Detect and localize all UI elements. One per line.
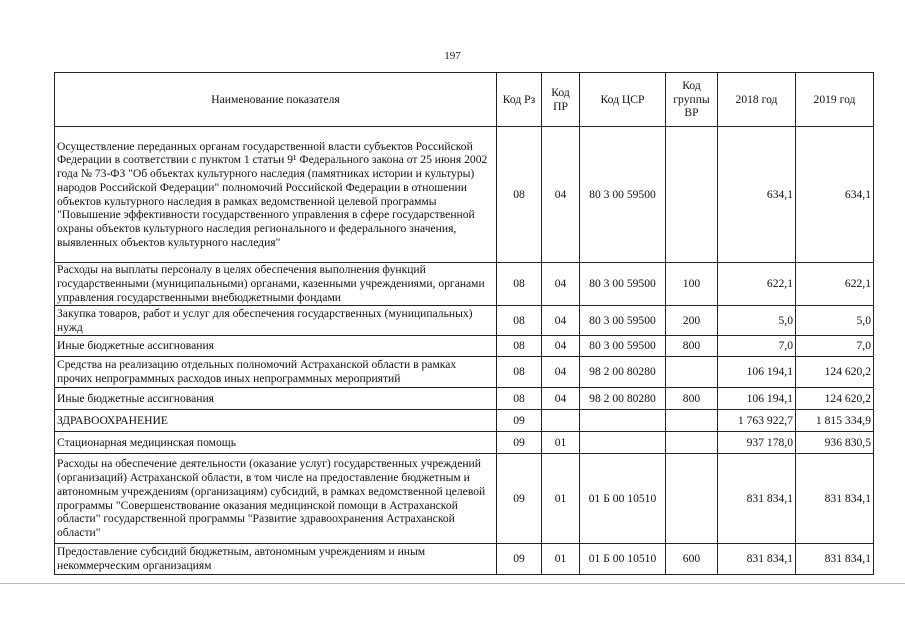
row-2018: 7,0	[718, 336, 796, 357]
header-csr: Код ЦСР	[580, 73, 666, 127]
row-2019: 634,1	[796, 127, 874, 263]
row-name: Закупка товаров, работ и услуг для обеспечения государственных (муниципальных) нужд	[55, 306, 497, 336]
row-2019: 124 620,2	[796, 357, 874, 388]
row-name: ЗДРАВООХРАНЕНИЕ	[55, 410, 497, 432]
table-row	[55, 410, 874, 432]
row-name: Предоставление субсидий бюджетным, автономным учреждениям и иным некоммерческим организациям	[55, 544, 497, 575]
header-pr: Код ПР	[542, 73, 580, 127]
row-csr: 01 Б 00 10510	[580, 454, 666, 544]
row-2018: 634,1	[718, 127, 796, 263]
table-row	[55, 454, 874, 544]
row-name: Средства на реализацию отдельных полномочий Астраханской области в рамках прочих непрограммных расходов иных непрограммных мероприятий	[55, 357, 497, 388]
table-row	[55, 263, 874, 306]
row-pr: 04	[542, 336, 580, 357]
row-rz: 09	[497, 454, 542, 544]
row-name: Иные бюджетные ассигнования	[55, 388, 497, 410]
header-rz: Код Рз	[497, 73, 542, 127]
row-rz: 08	[497, 263, 542, 306]
row-pr: 01	[542, 432, 580, 454]
row-csr: 80 3 00 59500	[580, 127, 666, 263]
table-row	[55, 544, 874, 575]
row-vr: 800	[666, 336, 718, 357]
header-2018: 2018 год	[718, 73, 796, 127]
row-pr: 04	[542, 306, 580, 336]
row-vr: 800	[666, 388, 718, 410]
header-vr: Код группы ВР	[666, 73, 718, 127]
row-vr	[666, 432, 718, 454]
row-2018: 622,1	[718, 263, 796, 306]
row-csr: 98 2 00 80280	[580, 357, 666, 388]
row-2019: 5,0	[796, 306, 874, 336]
table-row	[55, 306, 874, 336]
row-pr: 04	[542, 388, 580, 410]
header-name: Наименование показателя	[55, 73, 497, 127]
row-name: Иные бюджетные ассигнования	[55, 336, 497, 357]
row-rz: 08	[497, 336, 542, 357]
row-name: Расходы на выплаты персоналу в целях обеспечения выполнения функций государственными (муниципальными) органами, казенными учреждениями, органами управления государственными внебюджетными фондами	[55, 263, 497, 306]
row-2019: 831 834,1	[796, 454, 874, 544]
budget-table	[54, 72, 874, 575]
table-row	[55, 388, 874, 410]
row-2019: 622,1	[796, 263, 874, 306]
row-csr: 80 3 00 59500	[580, 306, 666, 336]
row-rz: 08	[497, 306, 542, 336]
row-vr	[666, 410, 718, 432]
row-2018: 106 194,1	[718, 357, 796, 388]
row-csr: 80 3 00 59500	[580, 336, 666, 357]
table-row	[55, 432, 874, 454]
row-vr	[666, 357, 718, 388]
row-name: Стационарная медицинская помощь	[55, 432, 497, 454]
page-number: 197	[444, 50, 461, 62]
table-header-row	[55, 73, 874, 127]
row-2018: 1 763 922,7	[718, 410, 796, 432]
row-name: Расходы на обеспечение деятельности (оказание услуг) государственных учреждений (организаций) Астраханской области, в том числе на предоставление бюджетным и автономным учреждениям (организациям) субсидий, в рамках ведомственной целевой программы "Совершенствование оказания медицинской помощи в Астраханской области" государственной программы "Развитие здравоохранения Астраханской области"	[55, 454, 497, 544]
table-row	[55, 127, 874, 263]
row-rz: 08	[497, 127, 542, 263]
row-rz: 08	[497, 388, 542, 410]
header-2019: 2019 год	[796, 73, 874, 127]
row-2018: 937 178,0	[718, 432, 796, 454]
row-2019: 7,0	[796, 336, 874, 357]
row-2019: 936 830,5	[796, 432, 874, 454]
table-row	[55, 336, 874, 357]
page-bottom-rule	[0, 583, 905, 584]
row-csr	[580, 410, 666, 432]
row-vr	[666, 127, 718, 263]
table-row	[55, 357, 874, 388]
row-csr: 98 2 00 80280	[580, 388, 666, 410]
row-rz: 09	[497, 432, 542, 454]
row-vr: 100	[666, 263, 718, 306]
row-rz: 09	[497, 410, 542, 432]
row-csr: 01 Б 00 10510	[580, 544, 666, 575]
row-2018: 106 194,1	[718, 388, 796, 410]
row-2018: 5,0	[718, 306, 796, 336]
row-2019: 124 620,2	[796, 388, 874, 410]
row-rz: 09	[497, 544, 542, 575]
row-pr: 04	[542, 127, 580, 263]
row-vr: 600	[666, 544, 718, 575]
row-name: Осуществление переданных органам государственной власти субъектов Российской Федерации в соответствии с пунктом 1 статьи 9¹ Федерального закона от 25 июня 2002 года № 73-ФЗ "Об объектах культурного наследия (памятниках истории и культуры) народов Российской Федерации" полномочий Российской Федерации в отношении объектов культурного наследия в рамках ведомственной целевой программы "Повышение эффективности государственного управления в сфере государственной охраны объектов культурного наследия регионального и федерального значения, выявленных объектов культурного наследия"	[55, 127, 497, 263]
row-csr	[580, 432, 666, 454]
row-pr: 04	[542, 357, 580, 388]
row-pr	[542, 410, 580, 432]
row-csr: 80 3 00 59500	[580, 263, 666, 306]
row-2018: 831 834,1	[718, 454, 796, 544]
row-vr	[666, 454, 718, 544]
row-2019: 831 834,1	[796, 544, 874, 575]
row-pr: 01	[542, 544, 580, 575]
row-2018: 831 834,1	[718, 544, 796, 575]
row-vr: 200	[666, 306, 718, 336]
row-pr: 01	[542, 454, 580, 544]
row-rz: 08	[497, 357, 542, 388]
row-pr: 04	[542, 263, 580, 306]
row-2019: 1 815 334,9	[796, 410, 874, 432]
